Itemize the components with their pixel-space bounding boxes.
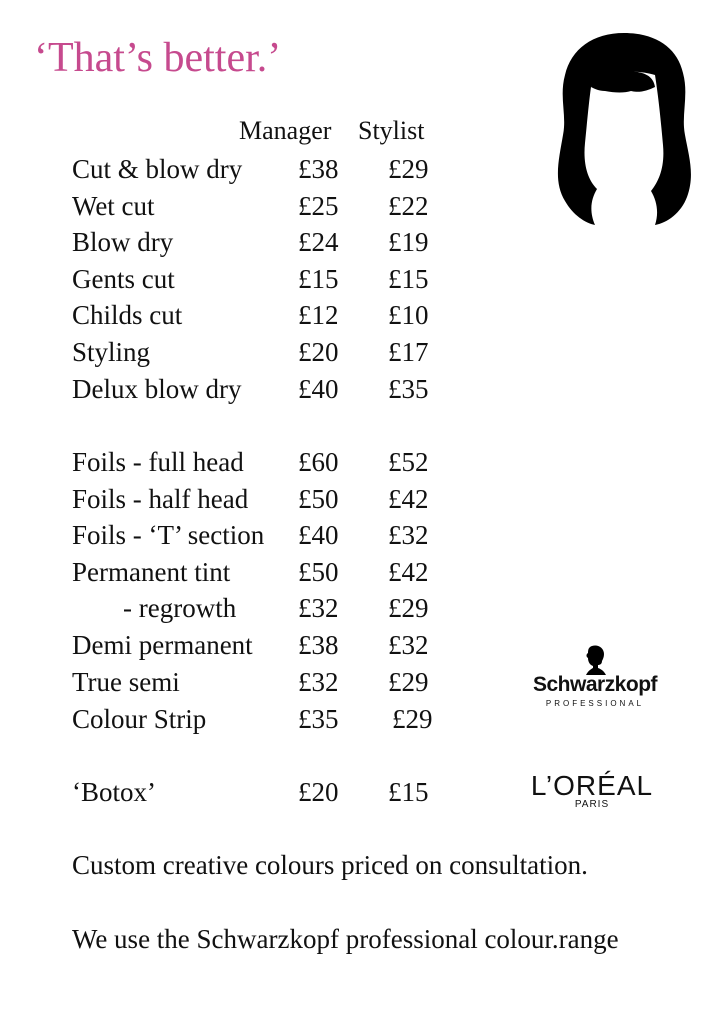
price-row xyxy=(0,154,727,190)
manager-price: £32 xyxy=(298,667,339,697)
manager-price: £40 xyxy=(298,374,339,404)
price-row xyxy=(0,593,727,629)
price-row xyxy=(0,447,727,483)
column-header-stylist: Stylist xyxy=(358,116,425,145)
stylist-price: £42 xyxy=(388,557,429,587)
manager-price: £50 xyxy=(298,557,339,587)
stylist-price: £22 xyxy=(388,191,429,221)
price-row xyxy=(0,704,727,740)
service-name: Permanent tint xyxy=(72,557,231,587)
colour-range-note: We use the Schwarzkopf professional colour.range xyxy=(72,924,619,954)
price-row xyxy=(0,264,727,300)
service-name: Blow dry xyxy=(72,227,174,257)
manager-price: £12 xyxy=(298,300,339,330)
stylist-price: £17 xyxy=(388,337,429,367)
manager-price: £38 xyxy=(298,154,339,184)
schwarzkopf-name: Schwarzkopf xyxy=(532,673,658,696)
stylist-price: £29 xyxy=(388,154,429,184)
loreal-name: L’ORÉAL xyxy=(530,770,654,801)
stylist-price: £35 xyxy=(388,374,429,404)
service-name: Cut & blow dry xyxy=(72,154,243,184)
service-name: Styling xyxy=(72,337,151,367)
stylist-price: £19 xyxy=(388,227,429,257)
service-name: Delux blow dry xyxy=(72,374,242,404)
price-row xyxy=(0,484,727,520)
manager-price: £15 xyxy=(298,264,339,294)
manager-price: £40 xyxy=(298,520,339,550)
stylist-price: £32 xyxy=(388,520,429,550)
service-name: Gents cut xyxy=(72,264,175,294)
schwarzkopf-head-icon xyxy=(582,645,608,675)
stylist-price: £10 xyxy=(388,300,429,330)
price-row xyxy=(0,520,727,556)
service-name: Demi permanent xyxy=(72,630,253,660)
service-name: - regrowth xyxy=(123,593,237,623)
stylist-price: £15 xyxy=(388,777,429,807)
manager-price: £20 xyxy=(298,337,339,367)
service-name: Colour Strip xyxy=(72,704,207,734)
loreal-tagline: PARIS xyxy=(574,799,610,810)
service-name: ‘Botox’ xyxy=(72,777,156,807)
schwarzkopf-logo xyxy=(520,645,670,708)
price-row xyxy=(0,557,727,593)
stylist-price: £52 xyxy=(388,447,429,477)
manager-price: £35 xyxy=(298,704,339,734)
service-name: Wet cut xyxy=(72,191,155,221)
price-row xyxy=(0,374,727,410)
manager-price: £38 xyxy=(298,630,339,660)
stylist-price: £42 xyxy=(388,484,429,514)
manager-price: £20 xyxy=(298,777,339,807)
stylist-price: £29 xyxy=(388,593,429,623)
stylist-price: £29 xyxy=(392,704,433,734)
stylist-price: £15 xyxy=(388,264,429,294)
price-row xyxy=(0,337,727,373)
manager-price: £24 xyxy=(298,227,339,257)
service-name: Foils - ‘T’ section xyxy=(72,520,265,550)
price-row xyxy=(0,191,727,227)
schwarzkopf-tagline: PROFESSIONAL xyxy=(545,699,645,708)
manager-price: £32 xyxy=(298,593,339,623)
manager-price: £50 xyxy=(298,484,339,514)
stylist-price: £29 xyxy=(388,667,429,697)
custom-colours-note: Custom creative colours priced on consultation. xyxy=(72,850,588,880)
price-row xyxy=(0,300,727,336)
manager-price: £25 xyxy=(298,191,339,221)
service-name: Childs cut xyxy=(72,300,183,330)
stylist-price: £32 xyxy=(388,630,429,660)
service-name: Foils - full head xyxy=(72,447,244,477)
price-row xyxy=(0,227,727,263)
manager-price: £60 xyxy=(298,447,339,477)
loreal-logo xyxy=(512,770,672,810)
column-header-manager: Manager xyxy=(239,116,332,145)
service-name: True semi xyxy=(72,667,180,697)
service-name: Foils - half head xyxy=(72,484,249,514)
headline: ‘That’s better.’ xyxy=(34,35,282,81)
